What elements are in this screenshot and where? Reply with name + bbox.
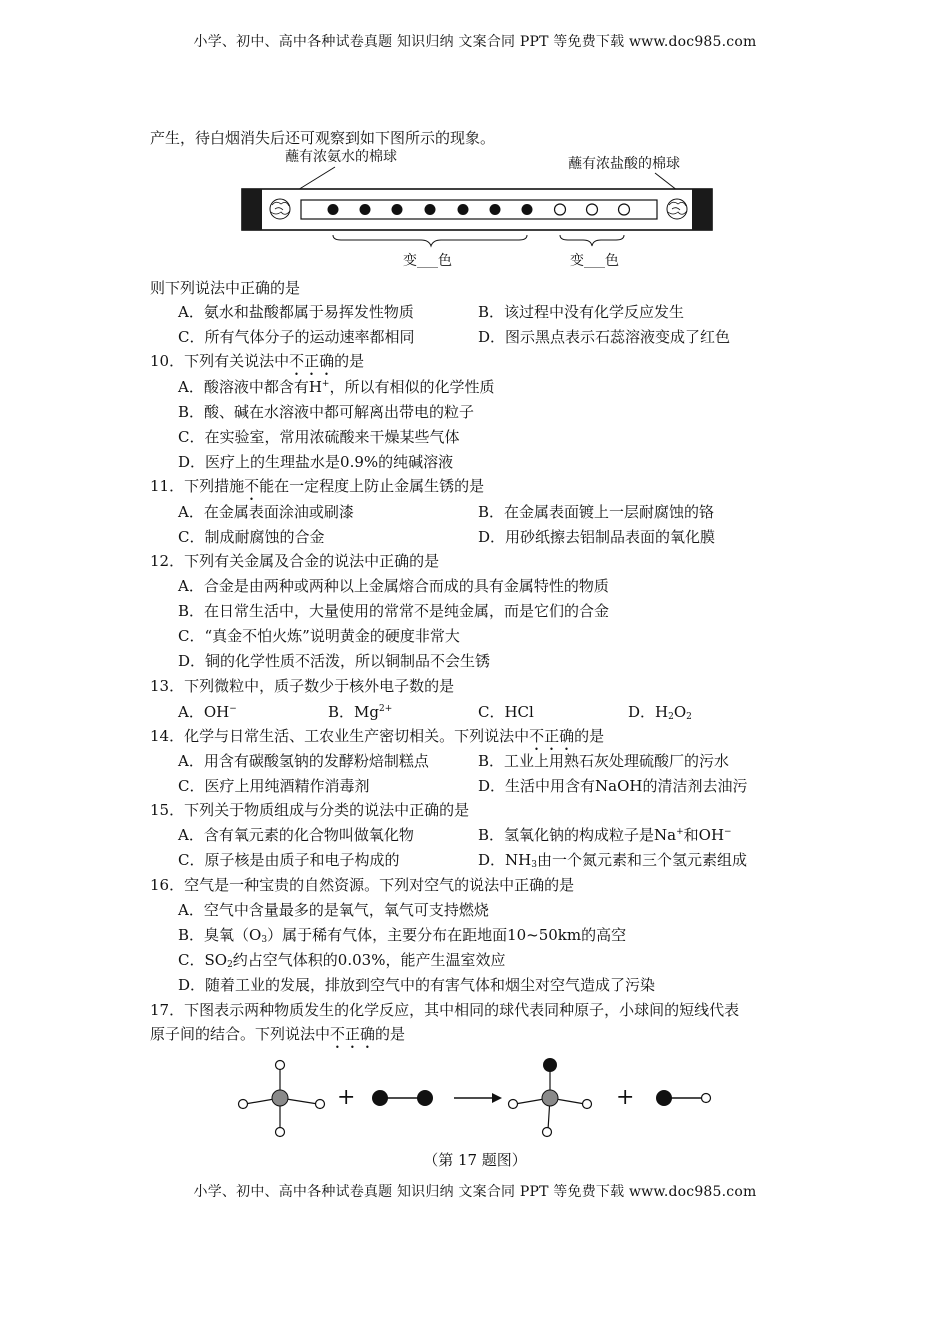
q16-stem: 16．空气是一种宝贵的自然资源。下列对空气的说法中正确的是 (150, 876, 575, 894)
reactant-molecule-1 (239, 1061, 325, 1137)
q15-option-b: B．氢氧化钠的构成粒子是Na+和OH− (478, 826, 732, 844)
product-molecule-2 (656, 1090, 711, 1106)
plus-sign: + (616, 1085, 635, 1110)
q16-option-a: A．空气中含量最多的是氧气，氧气可支持燃烧 (178, 901, 489, 919)
q13-option-a: A．OH− (178, 703, 237, 721)
q12-stem: 12．下列有关金属及合金的说法中正确的是 (150, 552, 440, 570)
q17-figure-caption: （第 17 题图） (423, 1151, 527, 1169)
bracket-label-left: 变___色 (403, 253, 452, 268)
product-molecule-1 (509, 1058, 592, 1137)
q10-stem: 10．下列有关说法中不正确的是 (150, 352, 365, 370)
q13-option-c: C．HCl (478, 703, 534, 721)
q14-option-a: A．用含有碳酸氢钠的发酵粉焙制糕点 (178, 752, 429, 770)
q12-option-a: A．合金是由两种或两种以上金属熔合而成的具有金属特性的物质 (178, 577, 609, 595)
tube-left-cap (242, 189, 262, 230)
q11-option-b: B．在金属表面镀上一层耐腐蚀的铬 (478, 503, 715, 521)
reactant-molecule-2 (372, 1090, 433, 1106)
cotton-ball-right (667, 199, 687, 219)
q9-option-b: B．该过程中没有化学反应发生 (478, 303, 685, 321)
brace-left (333, 235, 527, 246)
q12-option-c: C．“真金不怕火炼”说明黄金的硬度非常大 (178, 627, 460, 645)
emphasis-text: 不正确 (289, 352, 335, 370)
test-strip (301, 200, 657, 219)
q12-option-d: D．铜的化学性质不活泼，所以铜制品不会生锈 (178, 652, 491, 670)
page-header: 小学、初中、高中各种试卷真题 知识归纳 文案合同 PPT 等免费下载 www.doc985.com (193, 34, 757, 50)
q17-stem-line2: 原子间的结合。下列说法中不正确的是 (150, 1025, 406, 1043)
q9-stem: 则下列说法中正确的是 (150, 279, 301, 297)
reaction-arrow-icon (454, 1093, 502, 1103)
tube-right-cap (692, 189, 712, 230)
q9-option-c: C．所有气体分子的运动速率都相同 (178, 328, 415, 346)
q9-option-d: D．图示黑点表示石蕊溶液变成了红色 (478, 328, 731, 346)
q13-option-b: B．$Mg^{2+}$ (328, 703, 393, 721)
q10-option-a: A．酸溶液中都含有H+，所以有相似的化学性质 (178, 378, 495, 396)
q16-option-b: B．臭氧$(O_3)$属于稀有气体，主要分布在距地面10~50km的高空 (178, 926, 627, 945)
q14-option-b: B．工业上用熟石灰处理硫酸厂的污水 (478, 752, 730, 770)
q9-option-a: A．氨水和盐酸都属于易挥发性物质 (178, 303, 414, 321)
emphasis-text: 不正确 (330, 1025, 376, 1043)
q9-intro: 产生，待白烟消失后还可观察到如下图所示的现象。 (150, 129, 496, 147)
q10-option-c: C．在实验室，常用浓硫酸来干燥某些气体 (178, 428, 460, 446)
q14-option-d: D．生活中用含有NaOH的清洁剂去油污 (478, 777, 748, 795)
q15-option-c: C．原子核是由质子和电子构成的 (178, 851, 400, 869)
q14-option-c: C．医疗上用纯酒精作消毒剂 (178, 777, 370, 795)
q15-stem: 15．下列关于物质组成与分类的说法中正确的是 (150, 801, 470, 819)
cotton-ball-left (270, 199, 290, 219)
q12-option-b: B．在日常生活中，大量使用的常常不是纯金属，而是它们的合金 (178, 602, 610, 620)
brace-right (560, 235, 624, 246)
q14-stem: 14．化学与日常生活、工农业生产密切相关。下列说法中不正确的是 (150, 727, 605, 745)
q11-option-d: D．用砂纸擦去铝制品表面的氧化膜 (478, 528, 716, 546)
q15-option-d: D．$NH_3$由一个氮元素和三个氢元素组成 (478, 851, 747, 870)
q17-reaction-diagram (230, 1058, 730, 1143)
q17-stem-line1: 17．下图表示两种物质发生的化学反应，其中相同的球代表同种原子，小球间的短线代表 (150, 1001, 740, 1019)
page-footer: 小学、初中、高中各种试卷真题 知识归纳 文案合同 PPT 等免费下载 www.doc985.com (193, 1184, 757, 1200)
q13-stem: 13．下列微粒中，质子数少于核外电子数的是 (150, 677, 455, 695)
emphasis-text: 不正确 (529, 727, 575, 745)
plus-sign: + (337, 1085, 356, 1110)
q16-option-c: C．$SO_2$约占空气体积的0.03%，能产生温室效应 (178, 951, 506, 970)
q9-tube-figure (225, 143, 745, 268)
label-ammonia: 蘸有浓氨水的棉球 (285, 149, 397, 165)
q10-option-d: D．医疗上的生理盐水是0.9%的纯碱溶液 (178, 453, 454, 471)
emphasis-text: 不 (244, 477, 260, 495)
label-hcl: 蘸有浓盐酸的棉球 (568, 156, 680, 172)
q11-stem: 11．下列措施不能在一定程度上防止金属生锈的是 (150, 477, 485, 495)
q16-option-d: D．随着工业的发展，排放到空气中的有害气体和烟尘对空气造成了污染 (178, 976, 656, 994)
q11-option-c: C．制成耐腐蚀的合金 (178, 528, 325, 546)
q10-option-b: B．酸、碱在水溶液中都可解离出带电的粒子 (178, 403, 475, 421)
q11-option-a: A．在金属表面涂油或刷漆 (178, 503, 354, 521)
bracket-label-right: 变___色 (570, 253, 619, 268)
q13-option-d: D．$H_2O_2$ (628, 703, 692, 722)
q15-option-a: A．含有氧元素的化合物叫做氧化物 (178, 826, 414, 844)
